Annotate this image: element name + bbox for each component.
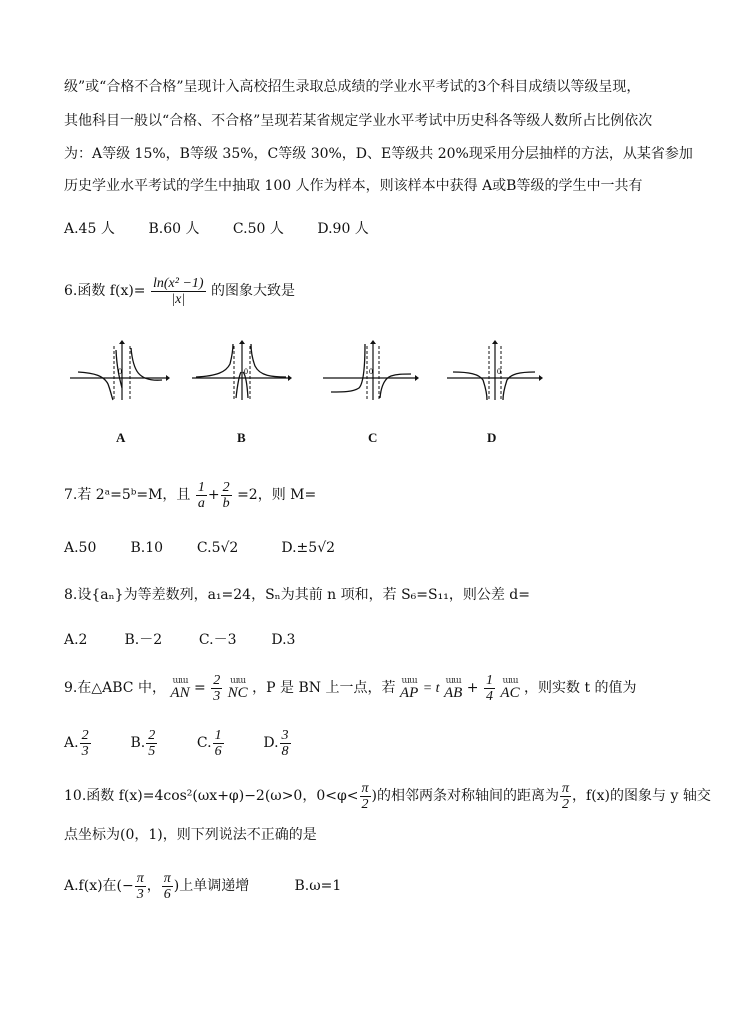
q7-stem [64,478,316,512]
q9-plus: + [466,680,479,696]
q5-option-b[interactable]: B.60 人 [148,221,200,237]
q7-plus: + [207,487,220,503]
q9-option-d-label: D. [263,735,279,751]
q6-prefix: 6.函数 f(x)= [64,283,146,299]
q6-graph-c[interactable] [323,340,423,402]
q5-option-d[interactable]: D.90 人 [317,221,369,237]
q6-stem [64,274,295,308]
q10-pi-den: 2 [361,796,369,812]
q9-fraction-2 [484,673,495,704]
q6-origin-c: 0 [369,367,373,376]
q7-fraction-1-den: a [197,495,205,511]
q9-option-b-label: B. [130,735,146,751]
q6-graph-b[interactable] [192,340,292,402]
q9-suffix: ，则实数 t 的值为 [524,680,637,696]
q7-fraction-2-den: b [222,495,230,511]
q9-arrow-ap: ɯɯ [401,675,417,686]
q6-fraction [151,276,206,307]
q8-option-a[interactable]: A.2 [64,632,88,648]
q10-option-a[interactable] [64,868,290,904]
q5-option-a[interactable]: A.45 人 [64,221,115,237]
q8-option-d[interactable]: D.3 [271,632,296,648]
q9-mid: ，P 是 BN 上一点，若 [252,680,396,696]
q7-option-c-sqrt: √2 [220,540,239,556]
q10-stem [64,778,711,814]
q9-fraction-den: 3 [213,688,221,704]
q10-option-a-n1: π [136,870,144,886]
q9-option-d-num: 3 [281,727,289,743]
q9-option-c-num: 1 [214,727,222,743]
q10-option-b[interactable]: B.ω=1 [294,878,342,894]
q5-option-c[interactable]: C.50 人 [232,221,284,237]
q9-stem [64,670,637,707]
q9-arrow-ab: ɯɯ [445,675,461,686]
q9-nc: NC [227,684,248,701]
q7-option-d-sqrt: √2 [317,540,336,556]
q10-option-a-prefix: A.f(x)在(− [64,878,134,894]
q9-vector-nc [228,676,248,701]
q7-option-b[interactable]: B.10 [130,540,164,556]
q6-label-a: A [116,430,126,445]
q9-option-a-den: 3 [81,743,89,759]
q9-arrow-ac: ɯɯ [502,675,518,686]
q10-pi-num: π [361,780,369,796]
q6-fraction-den: |x| [171,291,186,307]
q5-options [64,219,369,239]
q9-fraction-2-den: 4 [485,688,493,704]
q6-origin-b: 0 [244,367,248,376]
q6-label-b: B [237,430,246,445]
q5-line-4: 历史学业水平考试的学生中抽取 100 人作为样本，则该样本中获得 A或B等级的学生中一共有 [64,178,643,194]
q7-option-c[interactable] [197,538,277,558]
q9-ac: AC [500,684,520,701]
q9-arrow-an: ɯɯ [172,675,188,686]
q7-fraction-1 [196,480,207,511]
q8-option-b[interactable]: B.－2 [124,632,163,648]
q9-vector-ab [444,676,462,701]
q6-origin-d: 0 [497,367,501,376]
q9-option-c-den: 6 [214,743,222,759]
q5-line-3: 为：A等级 15%，B等级 35%，C等级 30%，D、E等级共 20%现采用分层抽样的方法，从某省参加 [64,146,693,162]
q9-option-b[interactable] [130,725,192,761]
q5-line-2: 其他科目一般以“合格、不合格”呈现若某省规定学业水平考试中历史科各等级人数所占比例依次 [64,113,653,129]
q8-options [64,630,295,650]
q10-mid: )的相邻两条对称轴间的距离为 [371,788,559,804]
q9-eq2: = t [422,681,440,696]
q9-ap: AP [399,684,419,701]
q7-option-d-text: D.±5 [281,540,318,556]
q10-option-a-n2: π [163,870,171,886]
q9-option-b-den: 5 [148,743,156,759]
q7-fraction-2-num: 2 [222,479,230,495]
q8-stem: 8.设{aₙ}为等差数列，a₁=24，Sₙ为其前 n 项和，若 S₆=S₁₁，则公差 d= [64,587,530,603]
q10-option-a-d1: 3 [136,886,144,902]
q10-pi-half-2 [560,781,571,812]
q7-suffix: =2，则 M= [237,487,317,503]
q10-pi-num-2: π [562,780,570,796]
q6-suffix: 的图象大致是 [211,283,296,299]
q10-prefix: 10.函数 f(x)=4cos²(ωx+φ)−2(ω>0，0<φ< [64,788,359,804]
q9-options [64,725,292,761]
q9-an: AN [170,684,190,701]
q10-line-2: 点坐标为(0，1)，则下列说法不正确的是 [64,827,317,843]
q10-suffix: ，f(x)的图象与 y 轴交 [572,788,711,804]
q10-option-a-comma: ， [146,878,161,894]
q6-label-c: C [368,430,378,445]
q9-option-c-label: C. [196,735,212,751]
q7-prefix: 7.若 2ᵃ=5ᵇ=M，且 [64,487,191,503]
q9-prefix: 9.在△ABC 中， [64,680,166,696]
q6-graph-d[interactable] [447,340,547,402]
q6-label-d: D [487,430,497,445]
q6-graph-a[interactable] [70,340,170,402]
q9-vector-ac [500,676,519,701]
q8-option-c[interactable]: C.－3 [198,632,237,648]
q7-fraction-2 [221,480,232,511]
q10-pi-den-2: 2 [562,796,569,812]
q7-fraction-1-num: 1 [197,479,205,495]
q9-fraction [211,673,222,704]
q7-option-a[interactable]: A.50 [64,540,97,556]
q9-option-c[interactable] [197,725,259,761]
q9-ab: AB [443,684,463,701]
q7-option-c-text: C.5 [196,540,221,556]
q9-fraction-2-num: 1 [485,672,493,688]
q9-arrow-nc: ɯɯ [230,675,246,686]
q6-fraction-num: ln(x² −1) [153,275,204,291]
q9-option-a[interactable] [64,725,126,761]
q7-option-d[interactable] [281,538,335,558]
q9-eq: = [194,680,206,696]
q6-origin-a: 0 [118,367,122,376]
q9-option-a-label: A. [64,735,79,751]
q9-vector-ap [400,676,418,701]
q9-option-b-num: 2 [148,727,156,743]
q9-option-d-den: 8 [281,743,289,759]
q7-options [64,538,335,558]
q10-option-a-d2: 6 [163,886,171,902]
q9-option-a-num: 2 [81,727,89,743]
q9-vector-an [170,676,189,701]
q9-fraction-num: 2 [213,672,221,688]
q10-option-a-suffix: )上单调递增 [173,878,250,894]
q9-option-d[interactable] [263,725,291,761]
q10-pi-half [360,781,371,812]
q5-line-1: 级”或“合格不合格”呈现计入高校招生录取总成绩的学业水平考试的3个科目成绩以等级呈现， [64,79,641,95]
q10-options [64,868,341,904]
